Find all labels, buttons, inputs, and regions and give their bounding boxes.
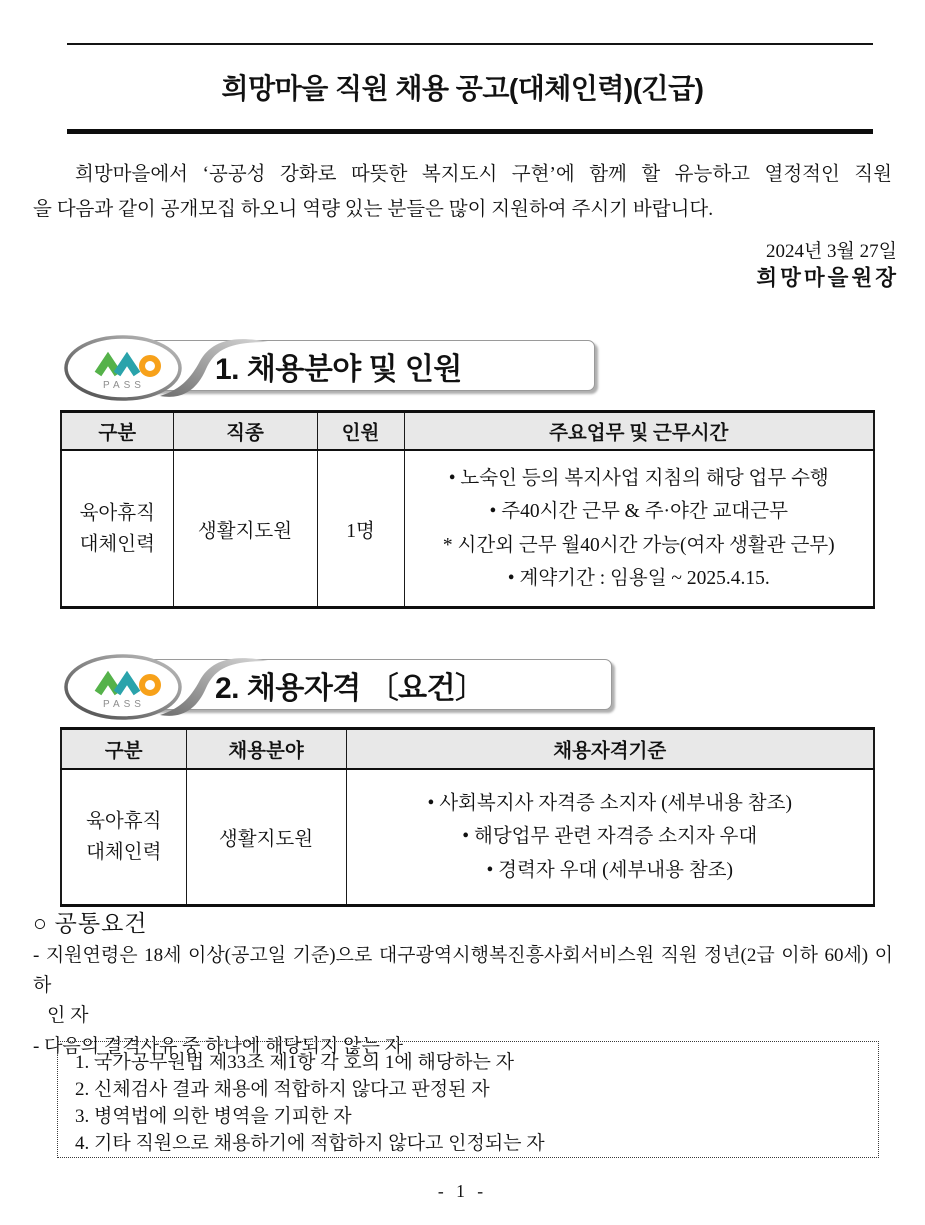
announcement-date: 2024년 3월 27일 — [765, 241, 897, 262]
table2-data-row — [61, 769, 874, 906]
table2-header-field: 채용분야 — [186, 729, 346, 770]
table2-header-row — [61, 729, 874, 770]
page-title: 희망마을 직원 채용 공고(대체인력)(긴급) — [221, 73, 704, 104]
signature: 희망마을원장 — [756, 266, 899, 290]
common-requirements-heading: ○ 공통요건 — [33, 911, 148, 936]
category-line: 육아휴직 — [79, 502, 155, 524]
criteria-item: • 사회복지사 자격증 소지자 (세부내용 참조) — [427, 792, 792, 814]
table2-cell-job: 생활지도원 — [186, 769, 346, 906]
criteria-item: • 경력자 우대 (세부내용 참조) — [486, 859, 734, 881]
table1-cell-job: 생활지도원 — [173, 450, 317, 608]
disqualification-item: 2. 신체검사 결과 채용에 적합하지 않다고 판정된 자 — [75, 1079, 490, 1100]
intro-paragraph — [33, 157, 892, 227]
disqualification-item: 4. 기타 직원으로 채용하기에 적합하지 않다고 인정되는 자 — [75, 1133, 545, 1154]
table1-header-job: 직종 — [173, 412, 317, 451]
table1-cell-category — [61, 450, 173, 608]
disqualification-item: 3. 병역법에 의한 병역을 기피한 자 — [75, 1106, 352, 1127]
duty-item: • 계약기간 : 임용일 ~ 2025.4.15. — [507, 568, 770, 589]
table1-header-duties: 주요업무 및 근무시간 — [404, 412, 874, 451]
disqualification-box — [57, 1041, 879, 1158]
category-line: 대체인력 — [86, 842, 162, 863]
recruitment-table — [60, 410, 875, 609]
disqualification-item: 1. 국가공무원법 제33조 제1항 각 호의 1에 해당하는 자 — [75, 1052, 514, 1073]
section2-title: 2. 채용자격 〔요건〕 — [215, 672, 485, 705]
category-line: 대체인력 — [79, 533, 155, 555]
criteria-item: • 해당업무 관련 자격증 소지자 우대 — [462, 826, 758, 848]
table1-header-category: 구분 — [61, 412, 173, 451]
common-requirement-item: - 다음의 결격사유 중 하나에 해당되지 않는 자 — [33, 1036, 403, 1057]
table1-cell-duties — [404, 450, 874, 608]
section1-title: 1. 채용분야 및 인원 — [215, 353, 462, 386]
category-line: 육아휴직 — [86, 811, 162, 832]
table1-header-row — [61, 412, 874, 451]
svg-text:PASS: PASS — [103, 699, 145, 710]
duty-item: • 노숙인 등의 복지사업 지침의 해당 업무 수행 — [448, 467, 829, 489]
duty-item: • 주40시간 근무 & 주·야간 교대근무 — [489, 501, 788, 522]
duty-item: * 시간외 근무 월40시간 가능(여자 생활관 근무) — [442, 534, 835, 556]
table1-data-row — [61, 450, 874, 608]
page-number: - 1 - — [437, 1181, 488, 1201]
common-requirements — [33, 907, 893, 1062]
section2-header — [60, 652, 612, 724]
table1-cell-count: 1명 — [317, 450, 404, 608]
qualification-table — [60, 727, 875, 907]
table2-header-criteria: 채용자격기준 — [346, 729, 874, 770]
common-requirement-item-cont: 인 자 — [47, 1005, 89, 1026]
section1-header — [60, 333, 595, 405]
table2-cell-category — [61, 769, 186, 906]
intro-line-2: 을 다음과 같이 공개모집 하오니 역량 있는 분들은 많이 지원하여 주시기 바랍니다. — [33, 199, 714, 220]
table2-header-category: 구분 — [61, 729, 186, 770]
svg-text:PASS: PASS — [103, 380, 145, 391]
intro-line-1: 희망마을에서 ‘공공성 강화로 따뜻한 복지도시 구현’에 함께 할 유능하고 열정적인 직원 — [75, 164, 892, 185]
table2-cell-criteria — [346, 769, 874, 906]
common-requirement-item: - 지원연령은 18세 이상(공고일 기준)으로 대구광역시행복진흥사회서비스원 직원 정년(2급 이하 60세) 이하 — [33, 945, 893, 996]
table1-header-count: 인원 — [317, 412, 404, 451]
top-rule — [67, 43, 873, 45]
title-underline-rule — [67, 129, 873, 134]
